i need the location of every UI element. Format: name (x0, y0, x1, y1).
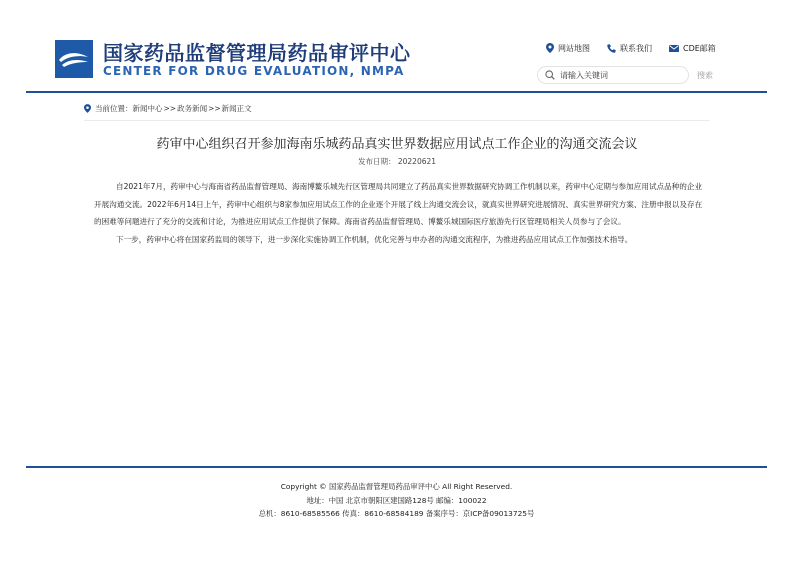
article-title: 药审中心组织召开参加海南乐城药品真实世界数据应用试点工作企业的沟通交流会议 (156, 137, 638, 152)
footer-divider (26, 466, 767, 468)
cde-mail-label: CDE邮箱 (683, 43, 716, 53)
search-input[interactable] (560, 71, 670, 80)
breadcrumb-prefix: 当前位置： (95, 104, 133, 113)
footer-address: 地址：中国 北京市朝阳区建国路128号 邮编：100022 (306, 495, 487, 505)
breadcrumb-separator: >> (208, 104, 221, 113)
site-title-cn[interactable]: 国家药品监督管理局药品审评中心 (103, 41, 411, 65)
sitemap-label: 网站地图 (558, 43, 590, 53)
article-paragraph: 自2021年7月，药审中心与海南省药品监督管理局、海南博鳌乐城先行区管理局共同建立了药品真实世界数据研究协调工作机制以来，药审中心定期与参加应用试点品种的企业开展沟通交流。2022年6月14日上午，药审中心组织与8家参加应用试点工作的企业逐个开展了线上沟通交流会议，就真实世界研究进展情况、真实世界研究方案、注册申报以及存在的困难等问题进行了充分的交流和讨论，为推进应用试点工作提供了保障。海南省药品监督管理局、博鳌乐城国际医疗旅游先行区管理局相关人员参与了会议。 (94, 182, 703, 226)
footer-contacts: 总机：8610-68585566 传真：8610-68584189 备案序号：京ICP备09013725号 (258, 509, 535, 518)
publish-date: 发布日期： 20220621 (357, 157, 437, 166)
breadcrumb-news-center[interactable]: 新闻中心 (132, 104, 163, 113)
article-paragraph: 下一步，药审中心将在国家药监局的领导下，进一步深化实施协调工作机制，优化完善与申办者的沟通交流程序，为推进药品应用试点工作加强技术指导。 (116, 234, 633, 244)
contact-label: 联系我们 (620, 43, 652, 53)
breadcrumb (84, 103, 252, 114)
location-pin-icon (84, 104, 91, 113)
cde-mail-link[interactable] (669, 43, 716, 54)
search-box (537, 66, 689, 84)
search-button[interactable]: 搜索 (697, 71, 713, 80)
breadcrumb-government-news[interactable]: 政务新闻 (177, 104, 208, 113)
article-body (94, 178, 708, 248)
phone-icon (607, 44, 616, 53)
breadcrumb-divider (84, 120, 710, 121)
mail-icon (669, 45, 679, 52)
search-icon (545, 70, 555, 80)
site-header (0, 0, 793, 90)
header-divider (26, 91, 767, 93)
footer-copyright: Copyright © 国家药品监督管理局药品审评中心 All Right Reserved. (280, 482, 513, 491)
cde-logo-icon[interactable] (55, 40, 93, 78)
sitemap-link[interactable] (546, 43, 590, 54)
location-pin-icon (546, 43, 554, 53)
breadcrumb-separator: >> (163, 104, 177, 113)
contact-link[interactable] (607, 43, 652, 54)
site-title-en: CENTER FOR DRUG EVALUATION, NMPA (103, 64, 405, 78)
top-links (546, 42, 733, 54)
site-footer (0, 480, 793, 521)
breadcrumb-current: 新闻正文 (221, 104, 252, 113)
